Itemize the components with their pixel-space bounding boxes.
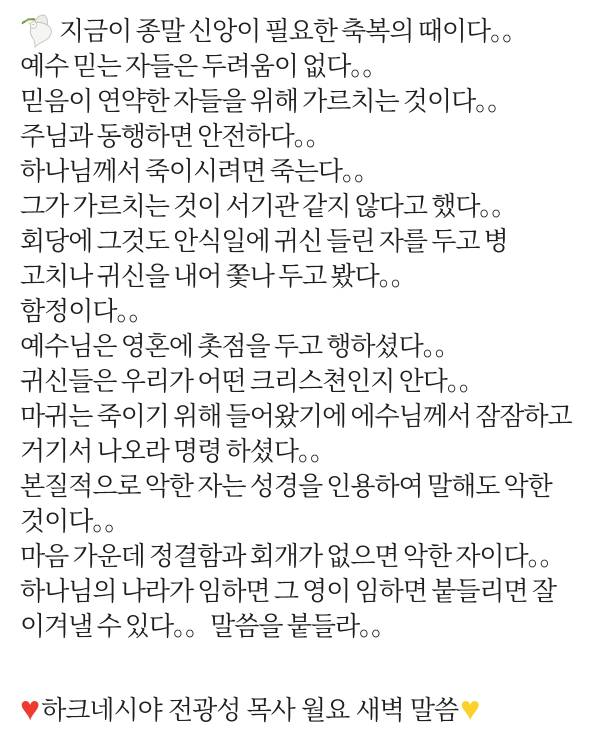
text-line: 이겨낼 수 있다。。말씀을 붙들라。。 bbox=[20, 611, 397, 641]
text-line: 고치나 귀신을 내어 쫓나 두고 봤다。。 bbox=[20, 261, 416, 291]
text-line: 마음 가운데 정결함과 회개가 없으면 악한 자이다。。 bbox=[20, 541, 565, 571]
text-line: 귀신들은 우리가 어떤 크리스쳔인지 안다。。 bbox=[20, 366, 484, 396]
text-line: 하나님의 나라가 임하면 그 영이 임하면 붙들리면 잘 bbox=[20, 576, 557, 606]
text-line: 하나님께서 죽이시려면 죽는다。。 bbox=[20, 156, 379, 186]
text-line: 주님과 동행하면 안전하다。。 bbox=[20, 121, 331, 151]
text-line: 예수님은 영혼에 촛점을 두고 행하셨다。。 bbox=[20, 331, 460, 361]
text-line: 믿음이 연약한 자들을 위해 가르치는 것이다。。 bbox=[20, 86, 513, 116]
text-line: 예수 믿는 자들은 두려움이 없다。。 bbox=[20, 51, 388, 81]
text-line: 본질적으로 악한 자는 성경을 인용하여 말해도 악한 bbox=[20, 471, 552, 501]
text-line: 함정이다。。 bbox=[20, 296, 154, 326]
footer-text: 하크네시야 전광성 목사 월요 새벽 말씀 bbox=[41, 695, 459, 725]
text-line: 회당에 그것도 안식일에 귀신 들린 자를 두고 병 bbox=[20, 226, 508, 256]
text-line: 마귀는 죽이기 위해 들어왔기에 에수님께서 잠잠하고 bbox=[20, 401, 572, 431]
yellow-heart-icon: ♥ bbox=[460, 689, 480, 728]
text-line bbox=[20, 14, 594, 49]
footer-line bbox=[20, 690, 594, 727]
text-line: 거기서 나오라 명령 하셨다。。 bbox=[20, 436, 335, 466]
text-line: 그가 가르치는 것이 서기관 같지 않다고 했다。。 bbox=[20, 191, 517, 221]
red-heart-icon: ♥ bbox=[20, 689, 40, 728]
text-line-text: 지금이 종말 신앙이 필요한 축복의 때이다。。 bbox=[59, 16, 528, 46]
text-line: 것이다。。 bbox=[20, 506, 130, 536]
dove-icon bbox=[20, 14, 56, 48]
